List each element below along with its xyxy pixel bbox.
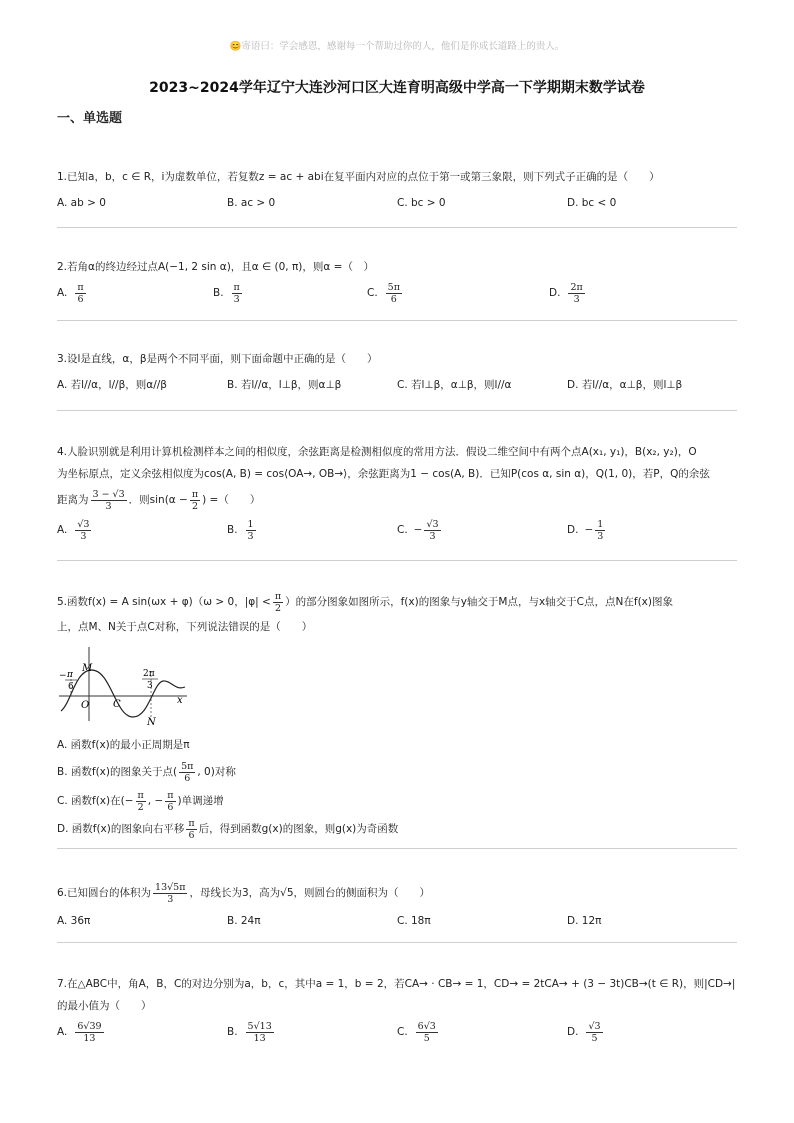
question-4-option-b[interactable]	[227, 515, 258, 545]
question-2	[57, 256, 737, 308]
option-label: A.	[57, 287, 68, 299]
sine-curve	[61, 670, 185, 717]
question-3-option-a[interactable]: A. 若l//α，l//β，则α//β	[57, 378, 167, 391]
text: )单调递增	[177, 795, 224, 807]
option-label: B.	[227, 1026, 238, 1038]
fraction-denominator: 6	[390, 293, 397, 305]
question-1	[57, 166, 737, 218]
question-6-stem	[57, 878, 737, 908]
question-3	[57, 348, 737, 398]
fraction-numerator: 5π	[181, 760, 194, 772]
fraction	[246, 1021, 274, 1044]
fraction-numerator: 5√13	[247, 1020, 272, 1032]
text: 距离为	[57, 494, 89, 506]
divider	[57, 320, 737, 321]
tick-left-denominator: 6	[68, 682, 74, 692]
text: ．则sin(α −	[128, 494, 188, 506]
option-label: B.	[227, 524, 238, 536]
option-label: C.	[397, 524, 408, 536]
fraction	[136, 790, 146, 813]
question-1-stem: 1.已知a，b，c ∈ R，i为虚数单位，若复数z = ac + abi在复平面内对应的点位于第一或第三象限，则下列式子正确的是（ ）	[57, 171, 660, 183]
question-1-option-b[interactable]: B. ac > 0	[227, 197, 276, 209]
text: B. 函数f(x)的图象关于点(	[57, 766, 178, 778]
fraction	[186, 818, 196, 841]
question-7-option-a[interactable]	[57, 1017, 106, 1047]
question-5-line-1	[57, 588, 737, 616]
fraction-numerator: 3 − √3	[92, 488, 125, 500]
question-5-option-a[interactable]: A. 函数f(x)的最小正周期是π	[57, 739, 190, 751]
fraction-denominator: 13	[83, 1032, 96, 1044]
tick-sign: −	[59, 671, 67, 681]
fraction-denominator: 3	[233, 293, 240, 305]
fraction-denominator: 2	[137, 801, 144, 813]
fraction-denominator: 5	[423, 1032, 430, 1044]
fraction-numerator: π	[77, 281, 84, 293]
question-3-option-d[interactable]: D. 若l//α，α⊥β，则l⊥β	[567, 378, 683, 391]
text: D. 函数f(x)的图象向右平移	[57, 823, 185, 835]
fraction	[246, 519, 256, 542]
question-2-option-b[interactable]	[213, 278, 244, 308]
tick-right-denominator: 3	[147, 681, 153, 691]
option-label: C.	[397, 1026, 408, 1038]
label-n: N	[147, 717, 156, 725]
page-title: 2023~2024学年辽宁大连沙河口区大连育明高级中学高一下学期期末数学试卷	[149, 80, 645, 96]
question-7-line-2: 的最小值为（ ）	[57, 1000, 152, 1012]
fraction	[75, 282, 85, 305]
fraction-denominator: 6	[184, 772, 191, 784]
fraction-denominator: 6	[188, 829, 195, 841]
sign: −	[584, 524, 594, 536]
section-heading: 一、单选题	[57, 111, 123, 126]
divider	[57, 560, 737, 561]
text: ）的部分图象如图所示，f(x)的图象与y轴交于M点，与x轴交于C点，点N在f(x)图象	[285, 596, 673, 608]
question-5-option-c[interactable]	[57, 787, 737, 815]
text: ) =（ ）	[202, 494, 261, 506]
fraction-numerator: 1	[247, 518, 254, 530]
question-4-option-a[interactable]	[57, 515, 93, 545]
label-m: M	[82, 663, 93, 674]
question-1-option-c[interactable]: C. bc > 0	[397, 197, 446, 209]
divider	[57, 942, 737, 943]
fraction-denominator: 5	[591, 1032, 598, 1044]
option-label: B.	[213, 287, 224, 299]
fraction	[165, 790, 175, 813]
fraction-numerator: 13√5π	[155, 881, 186, 893]
question-7-line-1: 7.在△ABC中，角A，B，C的对边分别为a，b，c，其中a = 1，b = 2，若CA→ · CB→ = 1，CD→ = 2tCA→ + (3 − 3t)CB→(t ∈ R)，则|CD→|	[57, 978, 736, 990]
question-4-line-2: 为坐标原点，定义余弦相似度为cos(A, B) = cos⟨OA→, OB→⟩，余弦距离为1 − cos(A, B)．已知P(cos α, sin α)，Q(1, 0)，若P，Q的余弦	[57, 468, 710, 480]
fraction-numerator: √3	[588, 1020, 601, 1032]
question-7-option-c[interactable]	[397, 1017, 440, 1047]
option-label: D.	[567, 1026, 579, 1038]
question-5-option-b[interactable]	[57, 757, 737, 787]
fraction-denominator: 6	[77, 293, 84, 305]
text: , 0)对称	[197, 766, 236, 778]
question-5	[57, 588, 737, 638]
question-4	[57, 441, 737, 545]
fraction-numerator: √3	[77, 518, 90, 530]
question-7-option-d[interactable]	[567, 1017, 605, 1047]
option-label: D.	[549, 287, 561, 299]
label-o: O	[81, 700, 90, 711]
question-6-option-b[interactable]: B. 24π	[227, 915, 261, 927]
fraction-numerator: 6√39	[77, 1020, 102, 1032]
fraction-numerator: π	[191, 488, 199, 500]
question-3-option-b[interactable]: B. 若l//α，l⊥β，则α⊥β	[227, 378, 342, 391]
fraction	[75, 519, 91, 542]
question-4-line-3	[57, 485, 737, 515]
question-2-stem: 2.若角α的终边经过点A(−1, 2 sin α)，且α ∈ (0, π)，则α =（ ）	[57, 261, 374, 273]
fraction-numerator: 5π	[387, 281, 400, 293]
fraction	[595, 519, 605, 542]
fraction-denominator: 3	[429, 530, 436, 542]
fraction-numerator: π	[233, 281, 240, 293]
fraction	[586, 1021, 602, 1044]
divider	[57, 227, 737, 228]
fraction-denominator: 2	[274, 602, 281, 614]
fraction	[179, 761, 195, 784]
fraction	[424, 519, 440, 542]
question-1-option-d[interactable]: D. bc < 0	[567, 197, 617, 209]
fraction-numerator: π	[137, 789, 144, 801]
question-2-option-d[interactable]	[549, 278, 587, 308]
label-x: x	[177, 695, 183, 706]
question-2-option-a[interactable]	[57, 278, 88, 308]
text: 6.已知圆台的体积为	[57, 887, 152, 899]
fraction-denominator: 6	[167, 801, 174, 813]
fraction-denominator: 3	[80, 530, 87, 542]
text: 后，得到函数g(x)的图象，则g(x)为奇函数	[198, 823, 399, 835]
fraction	[273, 591, 283, 614]
fraction-denominator: 3	[105, 500, 112, 512]
fraction	[190, 489, 200, 512]
question-6-option-a[interactable]: A. 36π	[57, 915, 91, 927]
question-4-option-c[interactable]	[397, 515, 443, 545]
fraction-denominator: 3	[597, 530, 604, 542]
fraction	[232, 282, 242, 305]
fraction-numerator: 1	[597, 518, 604, 530]
fraction	[153, 882, 187, 905]
tick-left-numerator: π	[67, 670, 73, 680]
fraction-numerator: π	[274, 590, 282, 602]
fraction-denominator: 3	[247, 530, 254, 542]
question-6-option-d[interactable]: D. 12π	[567, 915, 602, 927]
fraction-denominator: 13	[253, 1032, 266, 1044]
tick-right-numerator: 2π	[143, 669, 155, 679]
text: 5.函数f(x) = A sin(ωx + φ)（ω > 0，|φ| <	[57, 596, 271, 608]
question-6-option-c[interactable]: C. 18π	[397, 915, 431, 927]
question-3-stem: 3.设l是直线，α，β是两个不同平面，则下面命题中正确的是（ ）	[57, 353, 378, 365]
question-5-option-d[interactable]	[57, 815, 737, 843]
fraction	[75, 1021, 103, 1044]
option-label: A.	[57, 1026, 68, 1038]
fraction	[416, 1021, 438, 1044]
question-5-graph	[57, 641, 197, 725]
question-6	[57, 878, 737, 934]
text: C. 函数f(x)在(−	[57, 795, 134, 807]
question-5-line-2: 上，点M、N关于点C对称，下列说法错误的是（ ）	[57, 621, 313, 633]
option-label: C.	[367, 287, 378, 299]
fraction-numerator: 2π	[570, 281, 583, 293]
fraction-numerator: √3	[426, 518, 439, 530]
fraction-denominator: 2	[191, 500, 198, 512]
sign: −	[413, 524, 423, 536]
fraction-numerator: π	[167, 789, 174, 801]
question-4-line-1: 4.人脸识别就是利用计算机检测样本之间的相似度，余弦距离是检测相似度的常用方法．假设二维空间中有两个点A(x₁, y₁)，B(x₂, y₂)，O	[57, 446, 697, 458]
fraction	[386, 282, 402, 305]
question-7-option-b[interactable]	[227, 1017, 276, 1047]
divider	[57, 410, 737, 411]
header-motto: 😊寄语曰：学会感恩，感谢每一个帮助过你的人，他们是你成长道路上的贵人。	[229, 41, 565, 52]
text: , −	[147, 795, 164, 807]
question-4-option-d[interactable]	[567, 515, 607, 545]
fraction-numerator: 6√3	[417, 1020, 436, 1032]
fraction-denominator: 3	[167, 893, 174, 905]
text: ，母线长为3，高为√5，则圆台的侧面积为（ ）	[189, 887, 431, 899]
label-c: C	[113, 699, 121, 710]
option-label: A.	[57, 524, 68, 536]
question-7	[57, 973, 737, 1047]
option-label: D.	[567, 524, 579, 536]
fraction	[568, 282, 584, 305]
question-3-option-c[interactable]: C. 若l⊥β，α⊥β，则l//α	[397, 378, 512, 391]
fraction	[91, 489, 127, 512]
fraction-numerator: π	[188, 817, 195, 829]
divider	[57, 848, 737, 849]
question-2-option-c[interactable]	[367, 278, 404, 308]
question-1-option-a[interactable]: A. ab > 0	[57, 197, 106, 209]
question-5-options	[57, 733, 737, 843]
fraction-denominator: 3	[573, 293, 580, 305]
